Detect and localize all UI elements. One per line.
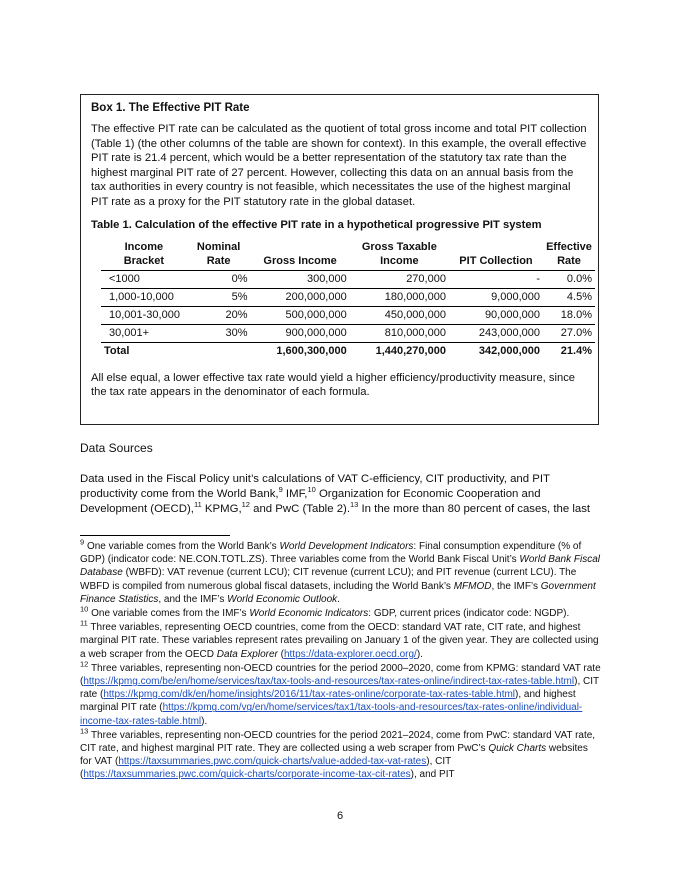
table-title: Table 1. Calculation of the effective PIT rate in a hypothetical progressive PIT system xyxy=(91,218,542,231)
footnote-10: $^{10}$ One variable comes from the IMF’s World Economic Indicators: GDP, current prices (indicator code: NGDP). xyxy=(80,604,570,620)
table-header-row xyxy=(101,240,595,271)
cell: 27.0% xyxy=(560,326,592,339)
table-row xyxy=(101,270,595,288)
box-paragraph-1: The effective PIT rate can be calculated as the quotient of total gross income and total PIT collection (Table 1) (the other columns of the table are shown for context). In this example, the overall effective PIT rate is 21.4 percent, which would be a better representation of the statutory tax rate than the highest marginal PIT rate of 27 percent. However, collecting this data on an annual basis from the tax authorities in every country is not feasible, which necessitates the use of the highest marginal PIT rate as a proxy for the PIT statutory rate in the global dataset. xyxy=(91,123,587,208)
cell: 270,000 xyxy=(406,272,446,285)
header-income-bracket: Income Bracket xyxy=(123,240,165,267)
header-effective-rate: Effective Rate xyxy=(546,240,592,267)
cell xyxy=(187,342,251,360)
footnote-ref[interactable]: 13 xyxy=(350,500,359,510)
cell: 300,000 xyxy=(306,272,347,285)
cell: 0.0% xyxy=(566,272,592,285)
cell: 450,000,000 xyxy=(384,308,446,321)
page-number: 6 xyxy=(336,810,344,822)
table-row xyxy=(101,324,595,342)
cell: 200,000,000 xyxy=(285,290,347,303)
footnote-ref[interactable]: 10 xyxy=(307,485,316,495)
table-row xyxy=(101,288,595,306)
cell: <1000 xyxy=(109,272,140,285)
table-total-row xyxy=(101,342,595,360)
cell: 10,001-30,000 xyxy=(109,308,180,321)
cell: 900,000,000 xyxy=(285,326,347,339)
header-gross-income: Gross Income xyxy=(263,254,337,267)
cell: 1,000-10,000 xyxy=(109,290,174,303)
cell: - xyxy=(536,272,540,285)
cell: 180,000,000 xyxy=(384,290,446,303)
cell: 4.5% xyxy=(566,290,592,303)
footnote-separator xyxy=(80,535,230,536)
footnote-9: $^9$ One variable comes from the World Bank’s World Development Indicators: Final consumption expenditure (% of GDP) (indicator code: NE.CON.TOTL.ZS). Three variables come from the World Bank Fiscal Unit’s World Bank Fiscal Database (WBFD): VAT revenue (current LCU); CIT revenue (current LCU); and PIT revenue (current LCU). The WBFD is compiled from numerous global fiscal datasets, including the World Bank’s MFMOD, the IMF’s Government Finance Statistics, and the IMF’s World Economic Outlook. xyxy=(80,537,600,605)
cell: Total xyxy=(104,344,130,357)
cell: 0% xyxy=(231,272,248,285)
cell: 9,000,000 xyxy=(491,290,540,303)
box-paragraph-2: All else equal, a lower effective tax rate would yield a higher efficiency/productivity measure, since the tax rate appears in the denominator of each formula. xyxy=(91,371,576,399)
cell: 90,000,000 xyxy=(484,308,540,321)
footnotes xyxy=(80,537,602,783)
cell: 500,000,000 xyxy=(285,308,347,321)
cell: 810,000,000 xyxy=(384,326,446,339)
cell: 18.0% xyxy=(560,308,592,321)
cell: 1,440,270,000 xyxy=(375,344,446,357)
box-1 xyxy=(80,94,599,425)
cell: 30% xyxy=(225,326,248,339)
footnote-12: $^{12}$ Three variables, representing non-OECD countries for the period 2000–2020, come from KPMG: standard VAT rate (https://kpmg.com/be/en/home/services/tax/tax-tools-and-resources/tax-rates-online/indirect-tax-rates-table.html), CIT rate (https://kpmg.com/dk/en/home/insights/2016/11/tax-rates-online/corporate-tax-rates-table.html), and highest marginal PIT rate (https://kpmg.com/vg/en/home/services/tax1/tax-tools-and-resources/tax-rates-online/individual-income-tax-rates-table.html). xyxy=(80,659,601,727)
box-title: Box 1. The Effective PIT Rate xyxy=(91,102,250,114)
pwc-vat-link[interactable]: https://taxsummaries.pwc.com/quick-charts/value-added-tax-vat-rates xyxy=(118,756,427,768)
footnote-ref[interactable]: 11 xyxy=(193,500,202,510)
cell: 30,001+ xyxy=(109,326,150,339)
footnote-11: $^{11}$ Three variables, representing OECD countries, come from the OECD: standard VAT rate, CIT rate, and highest marginal PIT rate. These variables represent rates prevailing on January 1 of the given year. They are collected using a web scraper from the OECD Data Explorer (https://data-explorer.oecd.org/). xyxy=(80,618,599,660)
cell: 20% xyxy=(225,308,248,321)
footnote-13: $^{13}$ Three variables, representing non-OECD countries for the period 2021–2024, come from PwC: standard VAT rate, CIT rate, and highest marginal PIT rate. They are collected using a web scraper from PwC’s Quick Charts websites for VAT (https://taxsummaries.pwc.com/quick-charts/value-added-tax-vat-rates), CIT (https://taxsummaries.pwc.com/quick-charts/corporate-income-tax-cit-rates), and PIT xyxy=(80,726,596,781)
table-row xyxy=(101,306,595,324)
oecd-data-explorer-link[interactable]: https://data-explorer.oecd.org/ xyxy=(283,648,417,660)
kpmg-pit-link[interactable]: https://kpmg.com/vg/en/home/services/tax1/tax-tools-and-resources/tax-rates-online/individual-income-tax-rates-table.html xyxy=(80,702,583,727)
header-gross-taxable-income: Gross Taxable Income xyxy=(361,240,437,267)
section-heading: Data Sources xyxy=(80,441,153,455)
header-nominal-rate: Nominal Rate xyxy=(196,240,241,267)
footnote-ref[interactable]: 12 xyxy=(241,500,250,510)
effective-pit-table xyxy=(101,240,595,360)
cell: 5% xyxy=(231,290,248,303)
cell: 1,600,300,000 xyxy=(276,344,347,357)
kpmg-vat-link[interactable]: https://kpmg.com/be/en/home/services/tax/tax-tools-and-resources/tax-rates-online/indirect-tax-rates-table.html xyxy=(83,676,575,688)
kpmg-cit-link[interactable]: https://kpmg.com/dk/en/home/insights/2016/11/tax-rates-online/corporate-tax-rates-table.html xyxy=(103,689,516,701)
cell: 21.4% xyxy=(560,344,592,357)
cell: 342,000,000 xyxy=(478,344,540,357)
footnote-ref[interactable]: 9 xyxy=(278,485,283,495)
pwc-cit-link[interactable]: https://taxsummaries.pwc.com/quick-charts/corporate-income-tax-cit-rates xyxy=(83,769,411,781)
header-pit-collection: PIT Collection xyxy=(459,254,533,267)
cell: 243,000,000 xyxy=(478,326,540,339)
body-paragraph: Data used in the Fiscal Policy unit’s calculations of VAT C-efficiency, CIT productivity, and PIT productivity come from the World Bank,$^9$ IMF,$^{10}$ Organization for Economic Cooperation and Development (OECD),$^{11}$ KPMG,$^{12}$ and PwC (Table 2).$^{13}$ In the more than 80 percent of cases, the last xyxy=(80,473,591,516)
